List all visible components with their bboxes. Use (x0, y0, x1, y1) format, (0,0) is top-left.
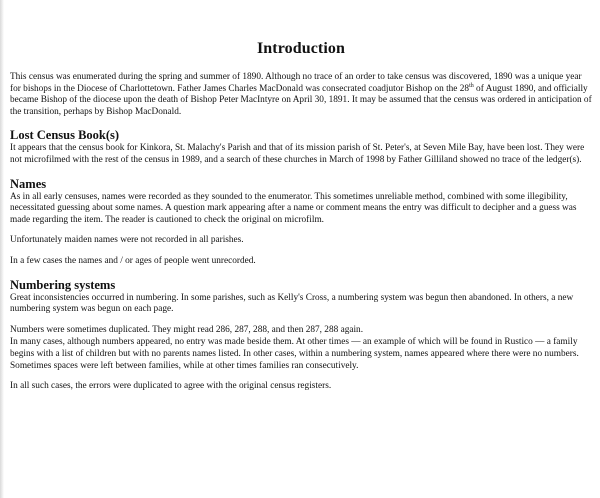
numbering-paragraph-2: Numbers were sometimes duplicated. They might read 286, 287, 288, and then 287, 288 again. (10, 324, 364, 335)
numbering-heading: Numbering systems (10, 277, 116, 292)
intro-text-part-1: This census was enumerated during the spring and summer of 1890. Although no trace of an order to take census was discovered, 1890 was a unique year for bishops in the Diocese of Charlottetown. Father James Charles MacDonald was consecrated coadjutor Bishop on the 28 (10, 72, 582, 94)
lost-census-heading: Lost Census Book(s) (10, 128, 120, 143)
names-paragraph-2: Unfortunately maiden names were not recorded in all parishes. (10, 235, 244, 246)
names-paragraph-3: In a few cases the names and / or ages of people went unrecorded. (10, 255, 256, 266)
ordinal-superscript: th (469, 82, 474, 89)
numbering-paragraph-4: In all such cases, the errors were duplicated to agree with the original census registers. (10, 381, 332, 392)
scan-shadow-edge (0, 0, 4, 498)
names-heading: Names (10, 176, 47, 191)
numbering-paragraph-3: In many cases, although numbers appeared, no entry was made beside them. At other times — an example of which will be found in Rustico — a family begins with a list of children but with no parents names listed. In other cases, within a numbering system, names appeared where there were no numbers. Sometimes spaces were left between families, while at other times families ran consecutively. (10, 337, 579, 371)
lost-census-paragraph: It appears that the census book for Kinkora, St. Malachy's Parish and that of its mission parish of St. Peter's, at Seven Mile Bay, have been lost. They were not microfilmed with the rest of the census in 1989, and a search of these churches in March of 1998 by Father Gilliland showed no trace of the ledger(s). (10, 143, 585, 165)
names-paragraph-1: As in all early censuses, names were recorded as they sounded to the enumerator. This sometimes unreliable method, combined with some illegibility, necessitated guessing about some names. A question mark appearing after a name or comment means the entry was difficult to decipher and a guess was made regarding the item. The reader is cautioned to check the original on microfilm. (10, 191, 577, 225)
numbering-paragraph-1: Great inconsistencies occurred in numbering. In some parishes, such as Kelly's Cross, a numbering system was begun then abandoned. In others, a new numbering system was begun on each page. (10, 292, 574, 315)
intro-paragraph (10, 72, 592, 118)
page-title: Introduction (256, 40, 346, 57)
intro-text-part-2: of August 1890, and officially became Bishop of the diocese upon the death of Bishop Peter MacIntyre on April 30, 1891. It may be assumed that the census was ordered in anticipation of the transition, perhaps by Bishop MacDonald. (10, 83, 592, 117)
